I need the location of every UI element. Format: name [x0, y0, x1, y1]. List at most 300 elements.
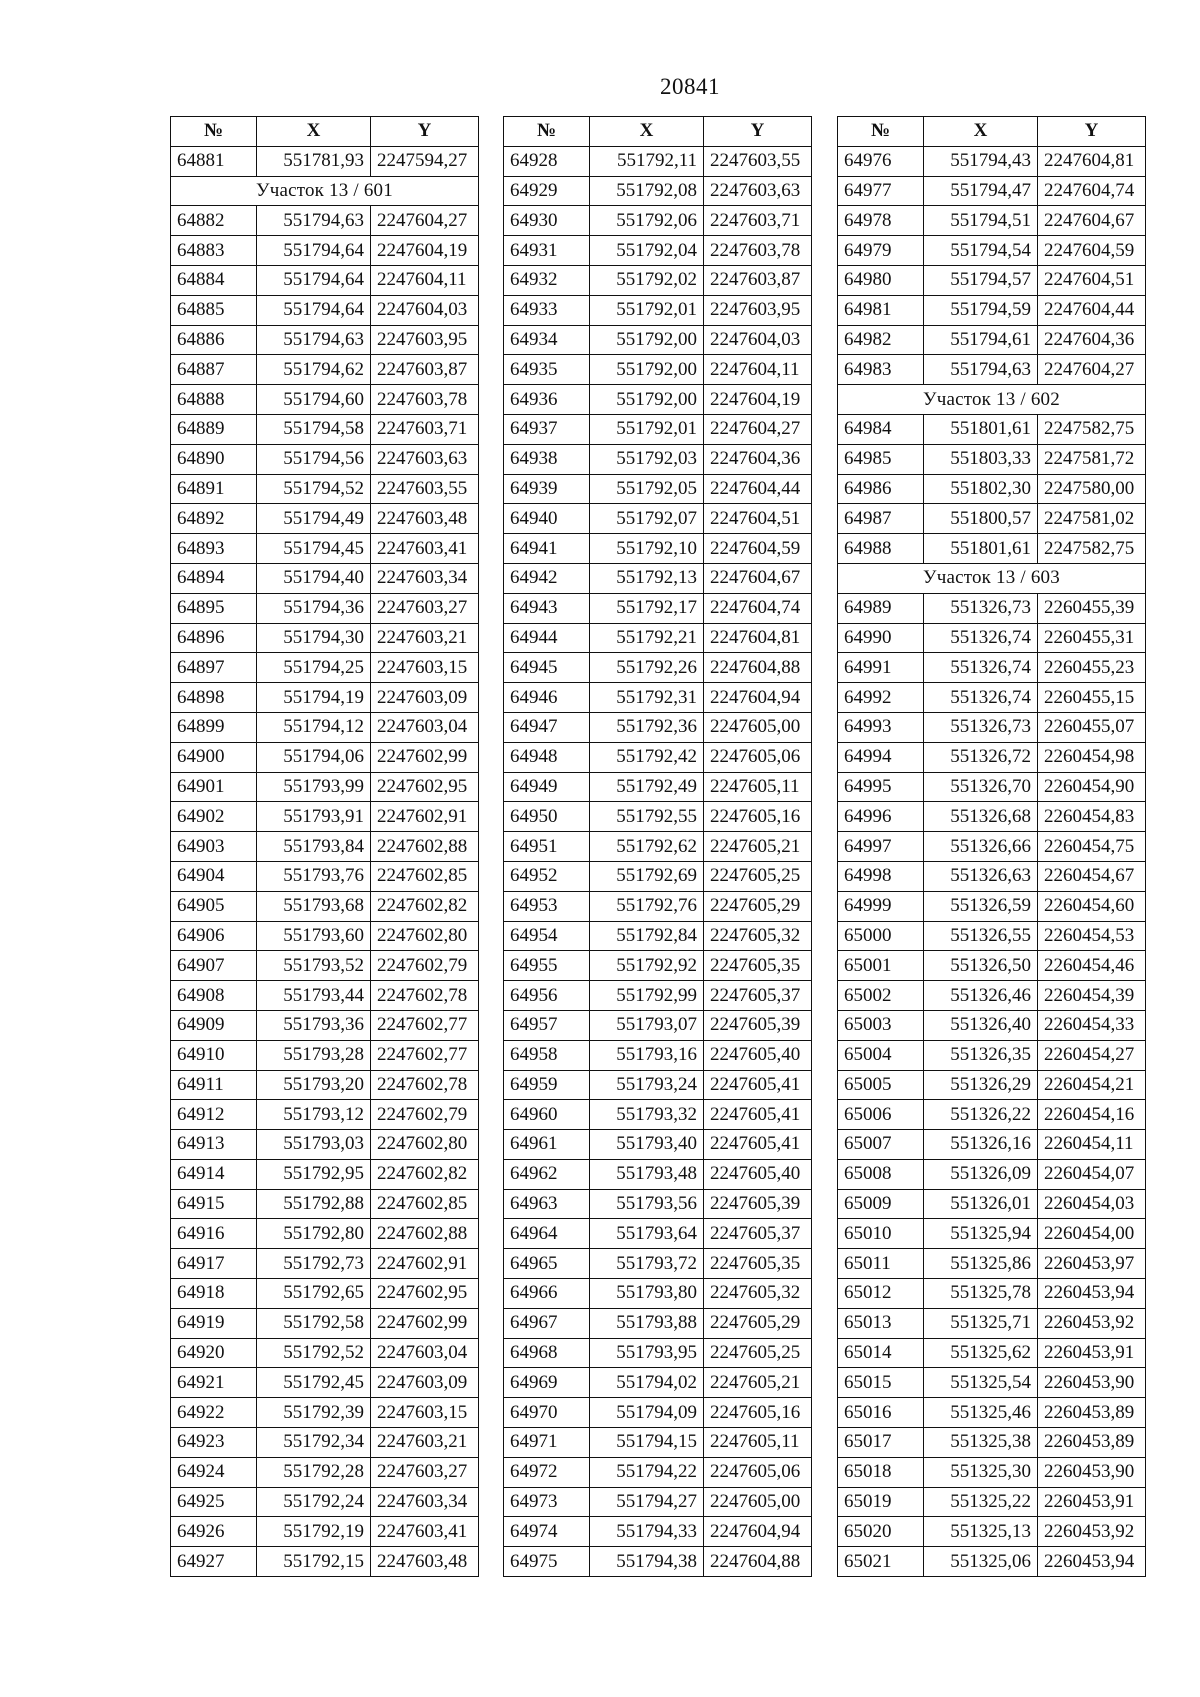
coord-y: 2247605,32: [704, 921, 812, 951]
coord-y: 2247603,95: [371, 325, 479, 355]
coord-y: 2247603,87: [704, 265, 812, 295]
coord-x: 551326,46: [924, 981, 1038, 1011]
coord-x: 551793,12: [257, 1100, 371, 1130]
point-number: 64898: [171, 683, 257, 713]
point-number: 64951: [504, 832, 590, 862]
coord-x: 551326,73: [924, 712, 1038, 742]
table-row: [171, 623, 479, 653]
coord-y: 2247582,75: [1038, 534, 1146, 564]
point-number: 64922: [171, 1398, 257, 1428]
coord-y: 2260454,98: [1038, 742, 1146, 772]
header-x: X: [590, 117, 704, 147]
coord-x: 551792,36: [590, 712, 704, 742]
coord-y: 2247604,51: [704, 504, 812, 534]
table-row: [838, 474, 1146, 504]
table-row: [504, 1130, 812, 1160]
coord-y: 2260453,91: [1038, 1487, 1146, 1517]
coord-y: 2247604,36: [704, 444, 812, 474]
table-row: [838, 1010, 1146, 1040]
coord-x: 551794,19: [257, 683, 371, 713]
table-row: [171, 236, 479, 266]
coord-x: 551793,28: [257, 1040, 371, 1070]
point-number: 64882: [171, 206, 257, 236]
coord-y: 2260454,75: [1038, 832, 1146, 862]
point-number: 64958: [504, 1040, 590, 1070]
coord-x: 551793,20: [257, 1070, 371, 1100]
point-number: 64931: [504, 236, 590, 266]
table-row: [838, 206, 1146, 236]
coord-y: 2247605,41: [704, 1070, 812, 1100]
table-row: [504, 1517, 812, 1547]
coord-x: 551792,04: [590, 236, 704, 266]
table-row: [171, 712, 479, 742]
table-row: [171, 802, 479, 832]
coord-y: 2247602,82: [371, 1159, 479, 1189]
coord-x: 551801,61: [924, 534, 1038, 564]
coord-x: 551794,60: [257, 385, 371, 415]
coord-x: 551792,55: [590, 802, 704, 832]
table-row: [171, 891, 479, 921]
coord-y: 2247580,00: [1038, 474, 1146, 504]
point-number: 64980: [838, 265, 924, 295]
point-number: 64987: [838, 504, 924, 534]
coord-y: 2247602,88: [371, 1219, 479, 1249]
point-number: 64942: [504, 563, 590, 593]
coord-y: 2260454,21: [1038, 1070, 1146, 1100]
coord-x: 551792,39: [257, 1398, 371, 1428]
coord-y: 2260454,00: [1038, 1219, 1146, 1249]
coord-y: 2247604,74: [1038, 176, 1146, 206]
table-row: [838, 742, 1146, 772]
coord-x: 551326,35: [924, 1040, 1038, 1070]
table-row: [171, 504, 479, 534]
point-number: 64991: [838, 653, 924, 683]
table-row: [171, 1010, 479, 1040]
coord-x: 551792,10: [590, 534, 704, 564]
point-number: 64909: [171, 1010, 257, 1040]
coord-y: 2247603,15: [371, 1398, 479, 1428]
coord-x: 551793,48: [590, 1159, 704, 1189]
coord-x: 551326,70: [924, 772, 1038, 802]
point-number: 65019: [838, 1487, 924, 1517]
coord-x: 551792,02: [590, 265, 704, 295]
coord-x: 551794,33: [590, 1517, 704, 1547]
point-number: 64982: [838, 325, 924, 355]
coord-y: 2247604,88: [704, 1547, 812, 1577]
coord-y: 2247605,32: [704, 1279, 812, 1309]
point-number: 64881: [171, 146, 257, 176]
coord-x: 551325,62: [924, 1338, 1038, 1368]
table-row: [171, 1338, 479, 1368]
table-row: [171, 1398, 479, 1428]
coord-y: 2247605,39: [704, 1189, 812, 1219]
point-number: 64895: [171, 593, 257, 623]
coord-y: 2247605,16: [704, 802, 812, 832]
table-row: [838, 504, 1146, 534]
coord-x: 551793,32: [590, 1100, 704, 1130]
table-row: [504, 1189, 812, 1219]
coord-x: 551325,94: [924, 1219, 1038, 1249]
point-number: 64962: [504, 1159, 590, 1189]
table-row: [171, 861, 479, 891]
coord-x: 551792,24: [257, 1487, 371, 1517]
point-number: 65020: [838, 1517, 924, 1547]
coord-y: 2247603,27: [371, 593, 479, 623]
point-number: 64924: [171, 1457, 257, 1487]
point-number: 64893: [171, 534, 257, 564]
table-row: [838, 1547, 1146, 1577]
section-row: [838, 563, 1146, 593]
coord-x: 551792,05: [590, 474, 704, 504]
coord-y: 2247603,55: [704, 146, 812, 176]
table-row: [171, 1487, 479, 1517]
point-number: 64986: [838, 474, 924, 504]
coord-x: 551326,74: [924, 653, 1038, 683]
coord-y: 2247603,63: [704, 176, 812, 206]
coord-x: 551794,61: [924, 325, 1038, 355]
coord-x: 551793,44: [257, 981, 371, 1011]
coord-x: 551793,88: [590, 1308, 704, 1338]
coord-y: 2247604,44: [704, 474, 812, 504]
point-number: 64883: [171, 236, 257, 266]
coord-y: 2247604,94: [704, 1517, 812, 1547]
coord-y: 2247604,19: [704, 385, 812, 415]
table-row: [838, 1428, 1146, 1458]
coord-x: 551792,11: [590, 146, 704, 176]
coord-x: 551326,68: [924, 802, 1038, 832]
table-row: [838, 593, 1146, 623]
table-row: [838, 534, 1146, 564]
table-row: [838, 444, 1146, 474]
coord-y: 2260453,90: [1038, 1368, 1146, 1398]
coord-y: 2260454,33: [1038, 1010, 1146, 1040]
point-number: 64937: [504, 414, 590, 444]
coord-y: 2247605,39: [704, 1010, 812, 1040]
point-number: 64916: [171, 1219, 257, 1249]
table-row: [171, 1308, 479, 1338]
table-row: [838, 1398, 1146, 1428]
point-number: 64964: [504, 1219, 590, 1249]
table-row: [838, 265, 1146, 295]
point-number: 64900: [171, 742, 257, 772]
coord-y: 2247602,77: [371, 1040, 479, 1070]
table-row: [504, 772, 812, 802]
point-number: 64950: [504, 802, 590, 832]
point-number: 65010: [838, 1219, 924, 1249]
table-row: [838, 891, 1146, 921]
coord-y: 2247605,06: [704, 742, 812, 772]
point-number: 64910: [171, 1040, 257, 1070]
point-number: 64930: [504, 206, 590, 236]
coord-y: 2247603,78: [371, 385, 479, 415]
point-number: 64886: [171, 325, 257, 355]
coord-y: 2247604,81: [1038, 146, 1146, 176]
point-number: 64899: [171, 712, 257, 742]
coord-x: 551792,31: [590, 683, 704, 713]
point-number: 64983: [838, 355, 924, 385]
header-row: [838, 117, 1146, 147]
point-number: 64998: [838, 861, 924, 891]
coord-x: 551793,95: [590, 1338, 704, 1368]
coord-x: 551326,50: [924, 951, 1038, 981]
table-row: [171, 832, 479, 862]
point-number: 64918: [171, 1279, 257, 1309]
coord-x: 551792,76: [590, 891, 704, 921]
table-row: [838, 1457, 1146, 1487]
coord-y: 2247605,41: [704, 1100, 812, 1130]
point-number: 64952: [504, 861, 590, 891]
point-number: 64913: [171, 1130, 257, 1160]
point-number: 64933: [504, 295, 590, 325]
coord-y: 2247603,41: [371, 1517, 479, 1547]
coord-x: 551794,36: [257, 593, 371, 623]
coord-y: 2247602,91: [371, 802, 479, 832]
table-row: [838, 1100, 1146, 1130]
table-row: [504, 206, 812, 236]
point-number: 64944: [504, 623, 590, 653]
coord-x: 551326,01: [924, 1189, 1038, 1219]
table-row: [504, 146, 812, 176]
coord-y: 2247604,03: [371, 295, 479, 325]
coord-y: 2247602,88: [371, 832, 479, 862]
point-number: 65008: [838, 1159, 924, 1189]
page-number: 20841: [660, 74, 720, 99]
table-row: [504, 1010, 812, 1040]
table-row: [171, 355, 479, 385]
coord-y: 2247603,34: [371, 1487, 479, 1517]
table-row: [171, 414, 479, 444]
table-row: [838, 1159, 1146, 1189]
point-number: 64915: [171, 1189, 257, 1219]
point-number: 65002: [838, 981, 924, 1011]
point-number: 64999: [838, 891, 924, 921]
coord-x: 551326,74: [924, 683, 1038, 713]
coord-y: 2247605,06: [704, 1457, 812, 1487]
table-row: [838, 1279, 1146, 1309]
table-row: [504, 414, 812, 444]
coord-x: 551792,42: [590, 742, 704, 772]
point-number: 64948: [504, 742, 590, 772]
coord-x: 551792,08: [590, 176, 704, 206]
coord-y: 2247602,95: [371, 772, 479, 802]
coord-y: 2260454,11: [1038, 1130, 1146, 1160]
coord-y: 2247603,55: [371, 474, 479, 504]
coord-x: 551794,58: [257, 414, 371, 444]
point-number: 65006: [838, 1100, 924, 1130]
coord-y: 2247605,16: [704, 1398, 812, 1428]
table-row: [504, 563, 812, 593]
point-number: 64884: [171, 265, 257, 295]
point-number: 64977: [838, 176, 924, 206]
coord-x: 551793,24: [590, 1070, 704, 1100]
section-row: [171, 176, 479, 206]
coord-x: 551326,29: [924, 1070, 1038, 1100]
table-row: [504, 1070, 812, 1100]
coord-y: 2247605,11: [704, 1428, 812, 1458]
table-row: [504, 1308, 812, 1338]
point-number: 64925: [171, 1487, 257, 1517]
table-row: [171, 1428, 479, 1458]
coord-y: 2247604,44: [1038, 295, 1146, 325]
coord-y: 2247605,00: [704, 712, 812, 742]
coord-x: 551792,13: [590, 563, 704, 593]
point-number: 65009: [838, 1189, 924, 1219]
coord-x: 551792,19: [257, 1517, 371, 1547]
point-number: 65000: [838, 921, 924, 951]
coord-x: 551792,07: [590, 504, 704, 534]
point-number: 65017: [838, 1428, 924, 1458]
table-row: [504, 325, 812, 355]
point-number: 64956: [504, 981, 590, 1011]
table-row: [171, 444, 479, 474]
coord-x: 551792,00: [590, 325, 704, 355]
coord-x: 551794,54: [924, 236, 1038, 266]
coord-x: 551793,91: [257, 802, 371, 832]
point-number: 64972: [504, 1457, 590, 1487]
table-row: [504, 921, 812, 951]
point-number: 64934: [504, 325, 590, 355]
point-number: 64921: [171, 1368, 257, 1398]
table-row: [171, 1219, 479, 1249]
coord-x: 551326,66: [924, 832, 1038, 862]
table-row: [171, 265, 479, 295]
coord-x: 551794,49: [257, 504, 371, 534]
point-number: 64914: [171, 1159, 257, 1189]
point-number: 65003: [838, 1010, 924, 1040]
point-number: 64932: [504, 265, 590, 295]
table-row: [504, 265, 812, 295]
table-row: [504, 1100, 812, 1130]
table-row: [504, 981, 812, 1011]
coord-x: 551793,16: [590, 1040, 704, 1070]
coord-x: 551793,40: [590, 1130, 704, 1160]
point-number: 64902: [171, 802, 257, 832]
coord-x: 551794,64: [257, 236, 371, 266]
point-number: 64995: [838, 772, 924, 802]
coord-y: 2260454,83: [1038, 802, 1146, 832]
coord-x: 551794,63: [924, 355, 1038, 385]
point-number: 64992: [838, 683, 924, 713]
table-row: [838, 1040, 1146, 1070]
table-row: [504, 1368, 812, 1398]
coord-y: 2260455,07: [1038, 712, 1146, 742]
coord-y: 2247604,67: [704, 563, 812, 593]
point-number: 64954: [504, 921, 590, 951]
coord-y: 2247603,48: [371, 504, 479, 534]
coord-y: 2247605,21: [704, 1368, 812, 1398]
coord-y: 2260453,94: [1038, 1547, 1146, 1577]
table-row: [838, 861, 1146, 891]
point-number: 64888: [171, 385, 257, 415]
point-number: 64907: [171, 951, 257, 981]
coord-y: 2247604,19: [371, 236, 479, 266]
table-row: [171, 1368, 479, 1398]
table-row: [838, 146, 1146, 176]
point-number: 64959: [504, 1070, 590, 1100]
coord-y: 2260454,03: [1038, 1189, 1146, 1219]
coord-y: 2247581,72: [1038, 444, 1146, 474]
point-number: 64989: [838, 593, 924, 623]
table-row: [504, 355, 812, 385]
point-number: 65011: [838, 1249, 924, 1279]
section-title: Участок 13 / 602: [838, 385, 1146, 415]
point-number: 64988: [838, 534, 924, 564]
point-number: 64920: [171, 1338, 257, 1368]
coord-x: 551325,30: [924, 1457, 1038, 1487]
coord-y: 2247605,11: [704, 772, 812, 802]
coord-x: 551792,26: [590, 653, 704, 683]
coord-x: 551326,73: [924, 593, 1038, 623]
point-number: 64923: [171, 1428, 257, 1458]
coord-y: 2260453,90: [1038, 1457, 1146, 1487]
point-number: 64997: [838, 832, 924, 862]
header-number: №: [171, 117, 257, 147]
point-number: 64978: [838, 206, 924, 236]
table-row: [171, 1100, 479, 1130]
coord-y: 2260454,27: [1038, 1040, 1146, 1070]
coordinate-table-1: [170, 116, 479, 1577]
coord-y: 2247604,27: [1038, 355, 1146, 385]
table-row: [504, 891, 812, 921]
coord-y: 2260453,89: [1038, 1428, 1146, 1458]
coord-y: 2247605,21: [704, 832, 812, 862]
table-row: [838, 295, 1146, 325]
coord-y: 2247594,27: [371, 146, 479, 176]
table-row: [504, 683, 812, 713]
table-row: [504, 832, 812, 862]
coord-x: 551794,63: [257, 325, 371, 355]
coord-x: 551794,38: [590, 1547, 704, 1577]
table-row: [838, 951, 1146, 981]
coord-x: 551792,49: [590, 772, 704, 802]
table-row: [171, 325, 479, 355]
coord-x: 551792,84: [590, 921, 704, 951]
table-row: [171, 1249, 479, 1279]
coord-x: 551326,63: [924, 861, 1038, 891]
coord-x: 551326,59: [924, 891, 1038, 921]
table-row: [171, 1189, 479, 1219]
coord-x: 551792,52: [257, 1338, 371, 1368]
table-row: [504, 951, 812, 981]
header-row: [504, 117, 812, 147]
coord-y: 2260453,97: [1038, 1249, 1146, 1279]
coord-x: 551794,43: [924, 146, 1038, 176]
table-row: [171, 921, 479, 951]
table-row: [171, 563, 479, 593]
point-number: 64943: [504, 593, 590, 623]
table-row: [504, 474, 812, 504]
coord-x: 551800,57: [924, 504, 1038, 534]
point-number: 64955: [504, 951, 590, 981]
coord-x: 551793,64: [590, 1219, 704, 1249]
coord-y: 2247604,11: [704, 355, 812, 385]
point-number: 64904: [171, 861, 257, 891]
coord-x: 551794,64: [257, 265, 371, 295]
point-number: 64965: [504, 1249, 590, 1279]
coord-y: 2247604,59: [704, 534, 812, 564]
table-row: [171, 474, 479, 504]
coord-x: 551792,28: [257, 1457, 371, 1487]
coord-y: 2260455,15: [1038, 683, 1146, 713]
coord-x: 551325,38: [924, 1428, 1038, 1458]
point-number: 64917: [171, 1249, 257, 1279]
table-row: [504, 295, 812, 325]
coord-x: 551794,57: [924, 265, 1038, 295]
coord-y: 2247604,03: [704, 325, 812, 355]
coord-x: 551792,88: [257, 1189, 371, 1219]
table-row: [838, 355, 1146, 385]
coord-x: 551325,78: [924, 1279, 1038, 1309]
